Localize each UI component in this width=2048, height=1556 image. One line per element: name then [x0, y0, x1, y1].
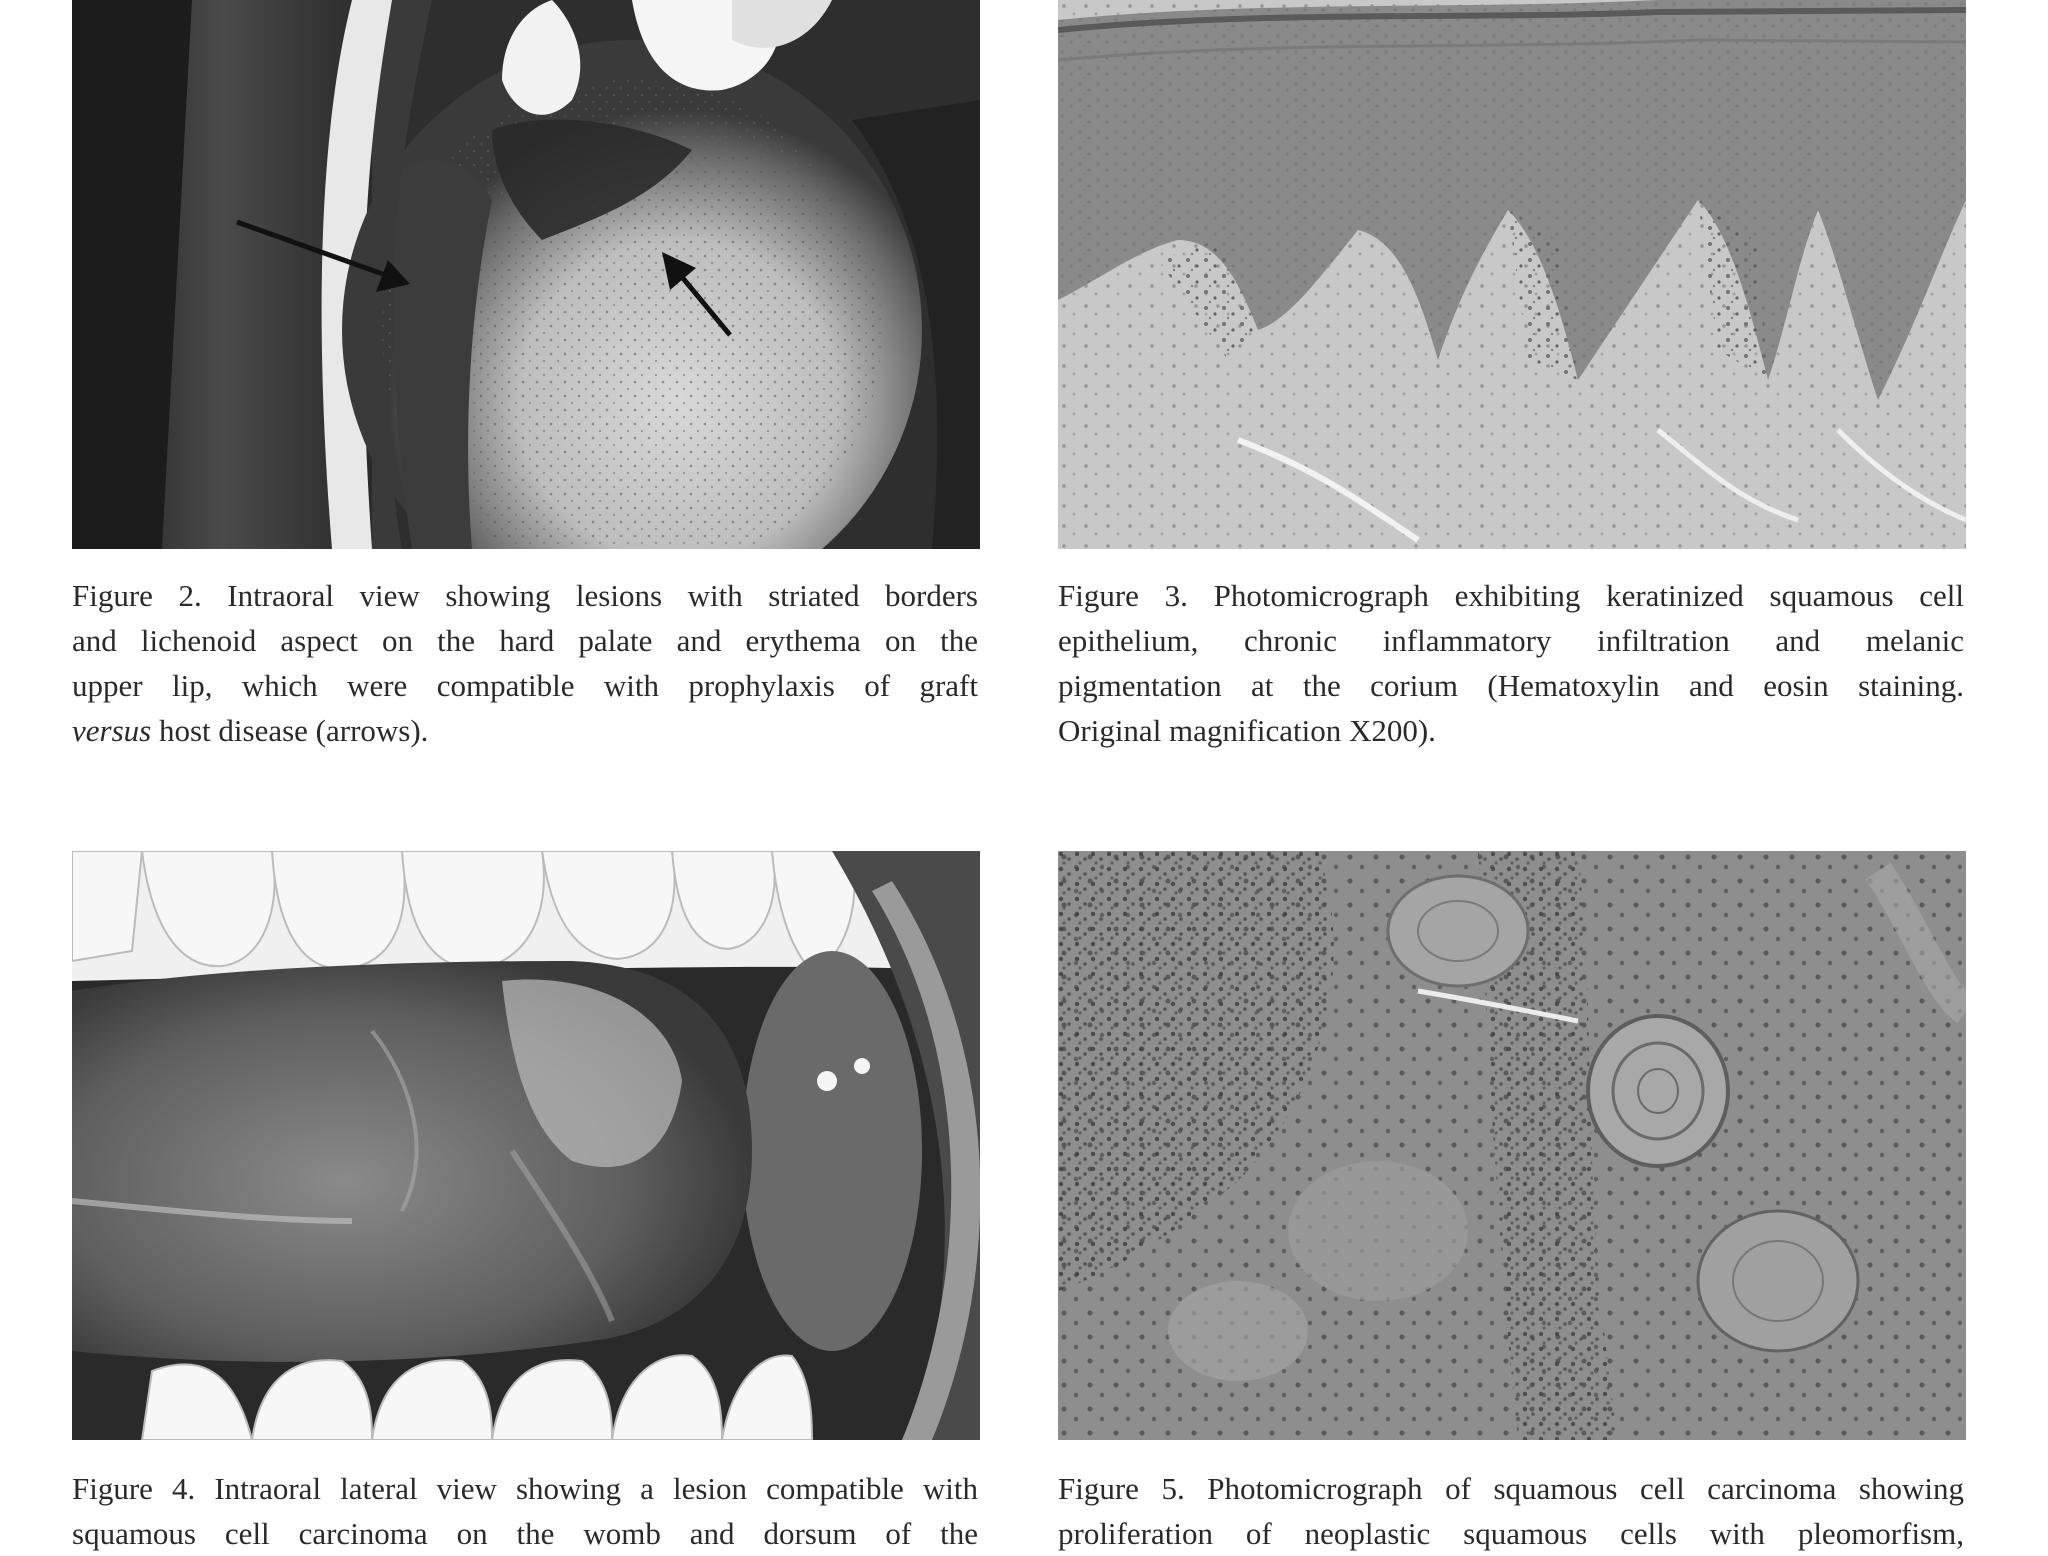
figure-2-caption: [72, 573, 978, 753]
figure-2-image: [72, 0, 980, 549]
caption-line: proliferation of neoplastic squamous cells with pleomorfism,: [1058, 1516, 1964, 1551]
caption-line: Figure 5. Photomicrograph of squamous cell carcinoma showing: [1058, 1471, 1964, 1506]
figure-5-caption: [1058, 1466, 1964, 1556]
caption-line: epithelium, chronic inflammatory infiltration and melanic: [1058, 623, 1964, 658]
caption-line: Figure 4. Intraoral lateral view showing a lesion compatible with: [72, 1471, 978, 1506]
caption-italic-word: versus: [72, 713, 152, 748]
caption-line: squamous cell carcinoma on the womb and dorsum of the: [72, 1516, 978, 1551]
figure-3-caption: [1058, 573, 1964, 753]
caption-line: and lichenoid aspect on the hard palate and erythema on the: [72, 623, 978, 658]
figure-5-image: [1058, 851, 1966, 1440]
figure-4-image: [72, 851, 980, 1440]
caption-line: pigmentation at the corium (Hematoxylin and eosin staining.: [1058, 668, 1964, 703]
caption-line: Figure 3. Photomicrograph exhibiting keratinized squamous cell: [1058, 578, 1964, 613]
caption-line: upper lip, which were compatible with prophylaxis of graft: [72, 668, 978, 703]
caption-line: Original magnification X200).: [1058, 713, 1436, 748]
figure-4-caption: [72, 1466, 978, 1556]
figure-3-image: [1058, 0, 1966, 549]
caption-line: Figure 2. Intraoral view showing lesions with striated borders: [72, 578, 978, 613]
caption-tail: host disease (arrows).: [151, 713, 429, 748]
caption-line: [72, 708, 978, 753]
figure-4-photo: [72, 851, 980, 1440]
figure-3-photomicrograph: [1058, 0, 1966, 549]
figure-5-photomicrograph: [1058, 851, 1966, 1440]
figure-2-photo: [72, 0, 980, 549]
